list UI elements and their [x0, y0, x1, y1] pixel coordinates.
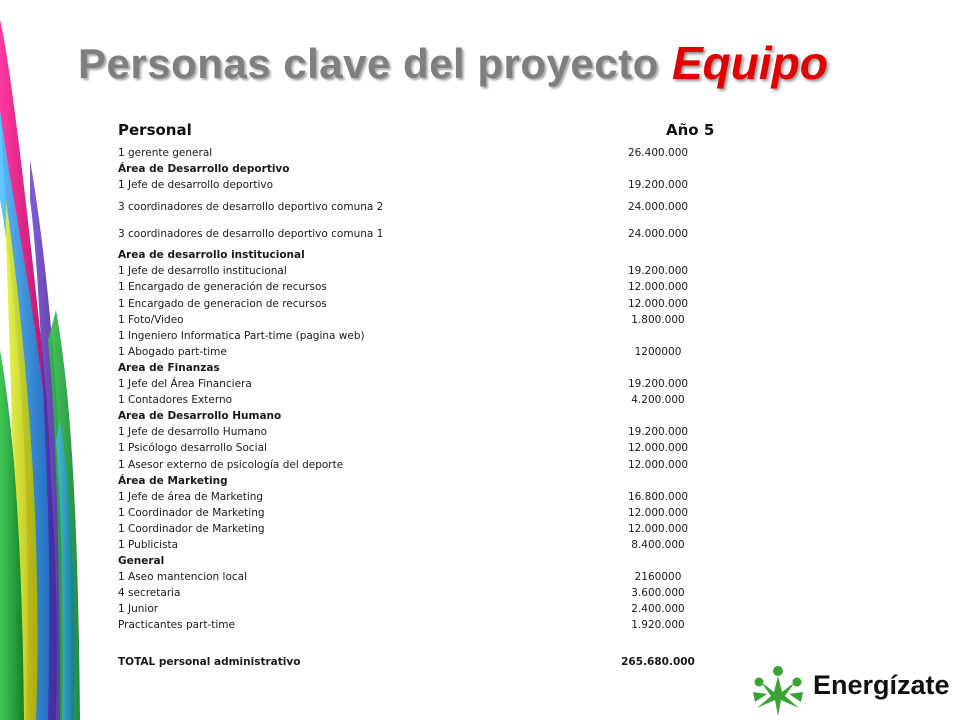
row-label: 1 Jefe de desarrollo institucional: [118, 265, 287, 278]
row-value: 4.200.000: [631, 394, 685, 407]
row-value: 12.000.000: [627, 458, 689, 471]
row-label: Area de Finanzas: [118, 361, 220, 374]
row-label: Area de Desarrollo Humano: [118, 410, 282, 423]
table-row: [118, 296, 738, 312]
table-row: [118, 601, 738, 617]
table-row: [118, 585, 738, 601]
table-total-row: [118, 654, 738, 672]
row-label: 3 coordinadores de desarrollo deportivo comuna 1: [118, 228, 384, 241]
row-label: Área de Marketing: [118, 474, 228, 487]
row-value: 12.000.000: [627, 522, 689, 535]
table-row: [118, 634, 738, 654]
table-section-row: [118, 408, 738, 424]
row-label: 1 Encargado de generación de recursos: [118, 281, 327, 294]
row-label: 1 Foto/Video: [118, 313, 184, 326]
row-value: 1.800.000: [631, 313, 685, 326]
row-value: 12.000.000: [627, 281, 689, 294]
table-row: [118, 489, 738, 505]
table-row: [118, 344, 738, 360]
row-value: 2.400.000: [631, 603, 685, 616]
row-label: 1 Abogado part-time: [118, 345, 227, 358]
row-label: 1 Jefe del Área Financiera: [118, 378, 252, 391]
table-header: [118, 121, 728, 143]
row-label: 1 gerente general: [118, 147, 213, 159]
row-value: 2160000: [634, 571, 682, 584]
row-value: 8.400.000: [631, 538, 685, 551]
row-value: 12.000.000: [627, 506, 689, 519]
column-header-year: Año 5: [666, 121, 715, 139]
column-header-personal: Personal: [118, 121, 192, 139]
row-label: Practicantes part-time: [118, 619, 235, 632]
row-label: TOTAL personal administrativo: [118, 655, 301, 668]
row-label: 1 Coordinador de Marketing: [118, 522, 265, 535]
table-row: [118, 193, 738, 220]
row-value: 1200000: [634, 345, 682, 358]
table-section-row: [118, 247, 738, 263]
table-row: [118, 392, 738, 408]
row-value: 24.000.000: [627, 201, 689, 214]
row-value: 12.000.000: [627, 442, 689, 455]
row-label: 1 Coordinador de Marketing: [118, 506, 265, 519]
row-value: 12.000.000: [627, 297, 689, 310]
row-label: 4 secretaria: [118, 587, 181, 600]
row-label: 1 Jefe de desarrollo Humano: [118, 426, 268, 439]
table-row: [118, 145, 738, 161]
row-value: 1.920.000: [631, 619, 685, 632]
table-section-row: [118, 553, 738, 569]
row-value: 24.000.000: [627, 228, 689, 241]
table-row: [118, 279, 738, 295]
row-label: 1 Psicólogo desarrollo Social: [118, 442, 267, 455]
brand-wordmark: Energízate: [813, 670, 950, 700]
table-row: [118, 569, 738, 585]
row-label: 1 Contadores Externo: [118, 394, 233, 407]
row-label: 1 Junior: [118, 603, 159, 616]
table-row: [118, 617, 738, 633]
row-value: 26.400.000: [627, 147, 689, 159]
table-section-row: [118, 161, 738, 177]
row-value: 19.200.000: [627, 426, 689, 439]
section-badge: Equipo: [672, 37, 828, 89]
row-label: 1 Publicista: [118, 538, 179, 551]
row-value: 16.800.000: [627, 490, 689, 503]
row-value: 265.680.000: [621, 655, 695, 668]
brand-logo: [745, 660, 960, 720]
table-row: [118, 537, 738, 553]
row-label: 1 Jefe de desarrollo deportivo: [118, 179, 274, 192]
row-value: 19.200.000: [627, 378, 689, 391]
row-label: 1 Jefe de área de Marketing: [118, 490, 264, 503]
table-row: [118, 521, 738, 537]
table-row: [118, 328, 738, 344]
table-section-row: [118, 473, 738, 489]
table-row: [118, 312, 738, 328]
row-value: 19.200.000: [627, 265, 689, 278]
table-row: [118, 424, 738, 440]
table-row: [118, 263, 738, 279]
people-burst-icon: [747, 662, 809, 718]
row-label: Area de desarrollo institucional: [118, 249, 305, 262]
table-section-row: [118, 360, 738, 376]
table-row: [118, 220, 738, 247]
row-value: 3.600.000: [631, 587, 685, 600]
row-label: 1 Ingeniero Informatica Part-time (pagina web): [118, 329, 365, 342]
table-row: [118, 177, 738, 193]
table-row: [118, 376, 738, 392]
staff-table: [118, 145, 738, 672]
table-row: [118, 457, 738, 473]
row-label: 1 Encargado de generacion de recursos: [118, 297, 327, 310]
row-label: General: [118, 555, 165, 568]
row-value: 19.200.000: [627, 179, 689, 192]
table-row: [118, 440, 738, 456]
row-label: 3 coordinadores de desarrollo deportivo comuna 2: [118, 201, 384, 214]
row-label: Área de Desarrollo deportivo: [118, 163, 290, 176]
page-title: Personas clave del proyecto: [78, 40, 659, 87]
row-label: 1 Aseo mantencion local: [118, 571, 248, 584]
table-row: [118, 505, 738, 521]
row-label: 1 Asesor externo de psicología del deporte: [118, 458, 344, 471]
